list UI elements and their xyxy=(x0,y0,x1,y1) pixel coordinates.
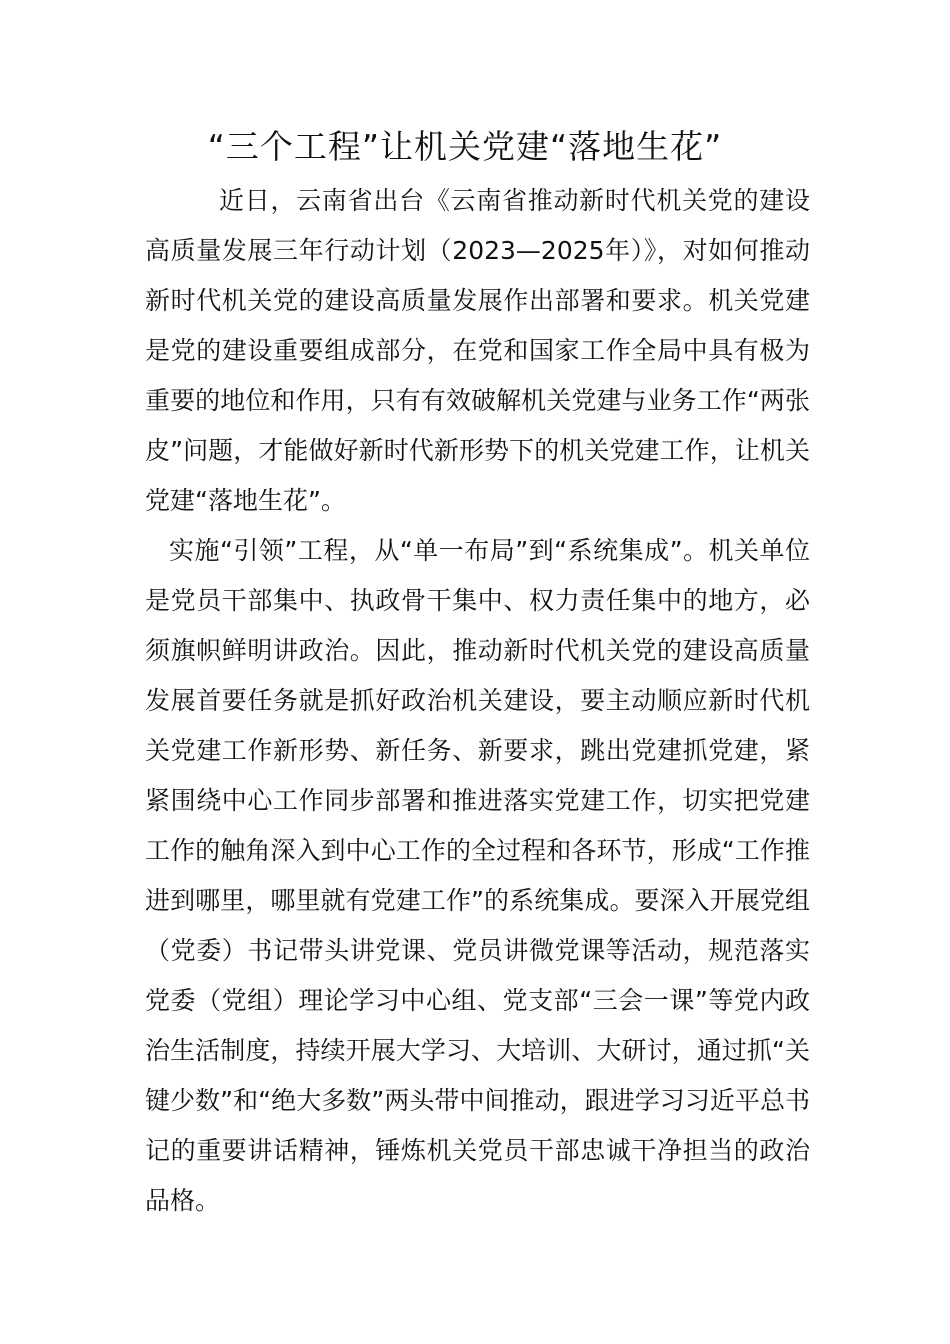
paragraph-intro: 近日，云南省出台《云南省推动新时代机关党的建设高质量发展三年行动计划（2023—2025年）》，对如何推动新时代机关党的建设高质量发展作出部署和要求。机关党建是党的建设重要组成部分，在党和国家工作全局中具有极为重要的地位和作用，只有有效破解机关党建与业务工作“两张皮”问题，才能做好新时代新形势下的机关党建工作，让机关党建“落地生花”。 xyxy=(145,186,810,515)
document-body xyxy=(145,176,810,1226)
document-title: “三个工程”让机关党建“落地生花” xyxy=(207,127,723,166)
paragraph-guidance-project: 实施“引领”工程，从“单一布局”到“系统集成”。机关单位是党员干部集中、执政骨干集中、权力责任集中的地方，必须旗帜鲜明讲政治。因此，推动新时代机关党的建设高质量发展首要任务就是抓好政治机关建设，要主动顺应新时代机关党建工作新形势、新任务、新要求，跳出党建抓党建，紧紧围绕中心工作同步部署和推进落实党建工作，切实把党建工作的触角深入到中心工作的全过程和各环节，形成“工作推进到哪里，哪里就有党建工作”的系统集成。要深入开展党组（党委）书记带头讲党课、党员讲微党课等活动，规范落实党委（党组）理论学习中心组、党支部“三会一课”等党内政治生活制度，持续开展大学习、大培训、大研讨，通过抓“关键少数”和“绝大多数”两头带中间推动，跟进学习习近平总书记的重要讲话精神，锤炼机关党员干部忠诚干净担当的政治品格。 xyxy=(145,536,810,1215)
